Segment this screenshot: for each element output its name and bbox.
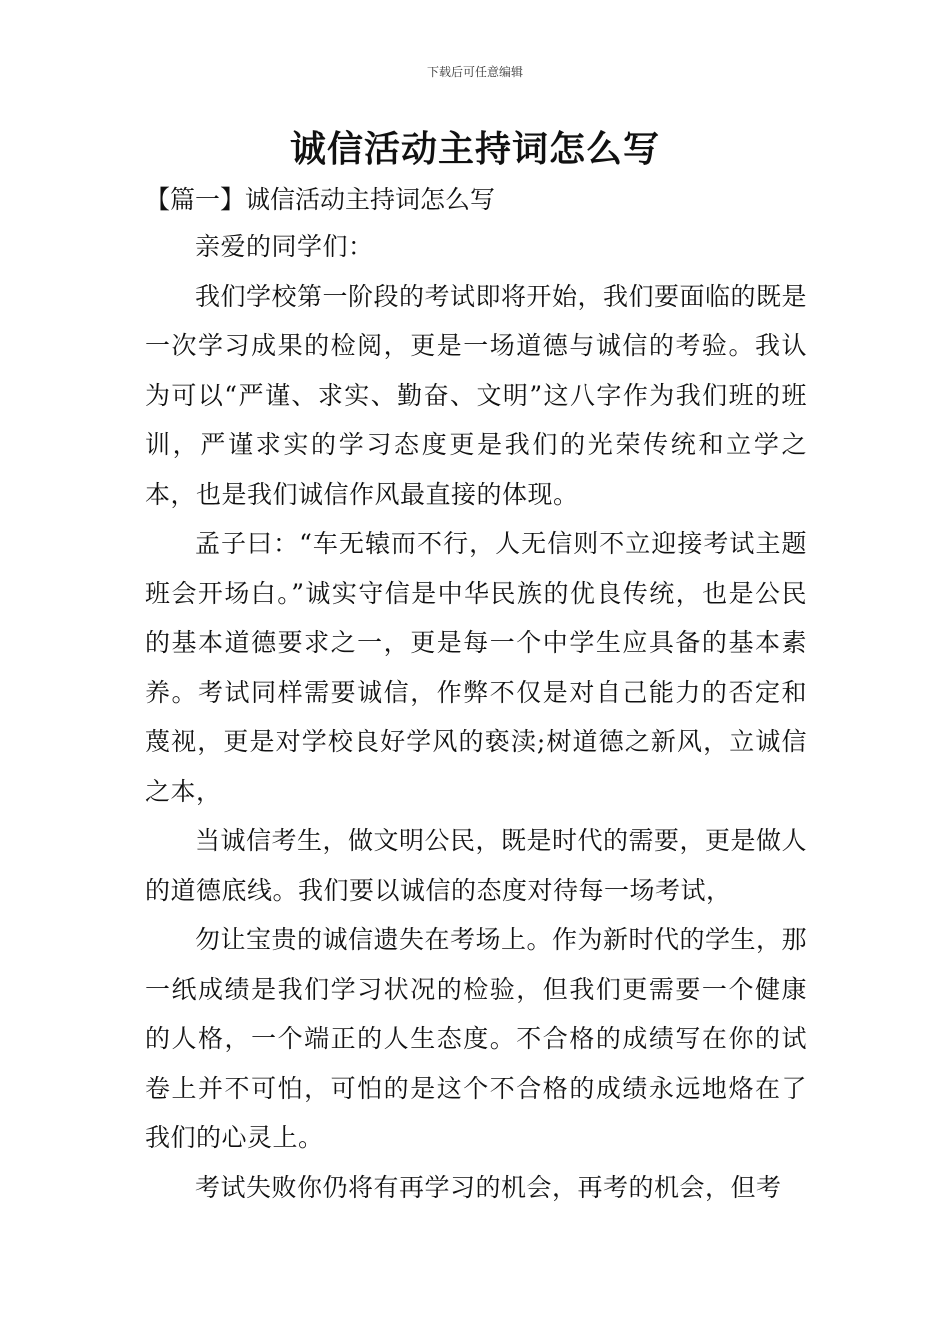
body-text [145,222,807,1212]
paragraph: 当诚信考生，做文明公民，既是时代的需要，更是做人的道德底线。我们要以诚信的态度对待每一场考试， [145,826,808,905]
header-note: 下载后可任意编辑 [426,65,523,79]
paragraph: 我们学校第一阶段的考试即将开始，我们要面临的既是一次学习成果的检阅，更是一场道德与诚信的考验。我认为可以“严谨、求实、勤奋、文明”这八字作为我们班的班训，严谨求实的学习态度更是我们的光荣传统和立学之本，也是我们诚信作风最直接的体现。 [145,281,808,509]
document-title: 诚信活动主持词怎么写 [289,129,660,170]
paragraph: 孟子曰：“车无辕而不行，人无信则不立迎接考试主题班会开场白。”诚实守信是中华民族的优良传统，也是公民的基本道德要求之一，更是每一个中学生应具备的基本素养。考试同样需要诚信，作弊不仅是对自己能力的否定和蔑视，更是对学校良好学风的亵渎;树道德之新风，立诚信之本， [145,529,807,806]
section-heading: 【篇一】诚信活动主持词怎么写 [145,185,496,214]
paragraph-greeting: 亲爱的同学们： [195,232,374,261]
paragraph: 考试失败你仍将有再学习的机会，再考的机会，但考 [195,1172,782,1202]
paragraph: 勿让宝贵的诚信遗失在考场上。作为新时代的学生，那一纸成绩是我们学习状况的检验，但我们更需要一个健康的人格，一个端正的人生态度。不合格的成绩写在你的试卷上并不可怕，可怕的是这个不合格的成绩永远地烙在了我们的心灵上。 [145,925,808,1152]
